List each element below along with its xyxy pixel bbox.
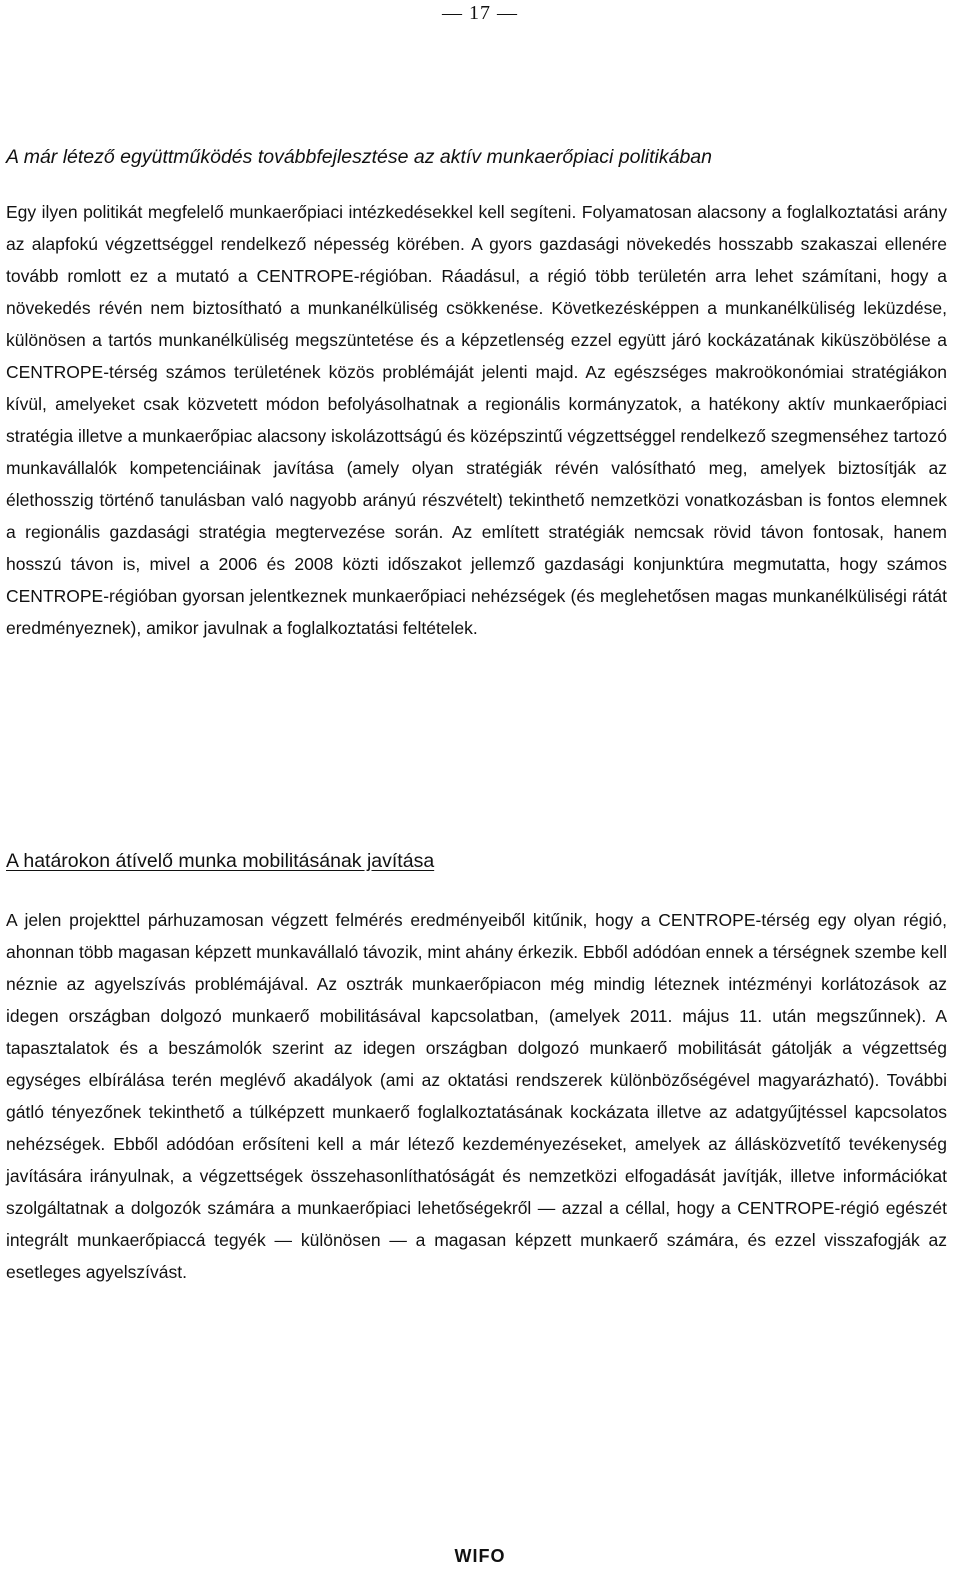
paragraph-active-labour-market-policy: Egy ilyen politikát megfelelő munkaerőpiaci intézkedésekkel kell segíteni. Folyamatosan alacsony a foglalkoztatási arány az alapfokú végzettséggel rendelkező népesség körében. A gyors gazdasági növekedés hosszabb szakaszai ellenére tovább romlott ez a mutató a CENTROPE-régióban. Ráadásul, a régió több területén arra lehet számítani, hogy a növekedés révén nem biztosítható a munkanélküliség csökkenése. Következésképpen a munkanélküliség leküzdése, különösen a tartós munkanélküliség megszüntetése és a képzetlenség ezzel együtt járó kockázatának kiküszöbölése a CENTROPE-térség számos területének közös problémáját jelenti majd. Az egészséges makroökonómiai stratégiákon kívül, amelyeket csak közvetett módon befolyásolhatnak a regionális kormányzatok, a hatékony aktív munkaerőpiaci stratégia illetve a munkaerőpiac alacsony iskolázottságú és középszintű végzettséggel rendelkező szegmenséhez tartozó munkavállalók kompetenciáinak javítása (amely olyan stratégiák révén valósítható meg, amelyek biztosítják az élethosszig történő tanulásban való nagyobb arányú részvételt) tekinthető nemzetközi vonatkozásban is fontos elemnek a regionális gazdasági stratégia megtervezése során. Az említett stratégiák nemcsak rövid távon fontosak, hanem hosszú távon is, mivel a 2006 és 2008 közti időszakot jellemző gazdasági konjunktúra megmutatta, hogy számos CENTROPE-régióban gyorsan jelentkeznek munkaerőpiaci nehézségek (és meglehetősen magas munkanélküliségi rátát eredményeznek), amikor javulnak a foglalkoztatási feltételek.: [6, 202, 947, 638]
wifo-logo: WIFO: [454, 1546, 506, 1566]
page-number: — 17 —: [442, 2, 518, 24]
section-heading-active-labour-market-policy: A már létező együttműködés továbbfejlesztése az aktív munkaerőpiaci politikában: [6, 146, 712, 168]
paragraph-cross-border-mobility: A jelen projekttel párhuzamosan végzett felmérés eredményeiből kitűnik, hogy a CENTROPE-térség egy olyan régió, ahonnan több magasan képzett munkavállaló távozik, mint ahány érkezik. Ebből adódóan ennek a térségnek szembe kell néznie az agyelszívás problémájával. Az osztrák munkaerőpiacon még mindig léteznek intézményi korlátozások az idegen országban dolgozó munkaerő mobilitásával kapcsolatban, (amelyek 2011. május 11. után megszűnnek). A tapasztalatok és a beszámolók szerint az idegen országban dolgozó munkaerő mobilitását gátolják a végzettség egységes elbírálása terén meglévő akadályok (ami az oktatási rendszerek különbözőségével magyarázható). További gátló tényezőnek tekinthető a túlképzett munkaerő foglalkoztatásának kockázata illetve az adatgyűjtéssel kapcsolatos nehézségek. Ebből adódóan erősíteni kell a már létező kezdeményezéseket, amelyek az állásközvetítő tevékenység javítására irányulnak, a végzettségek összehasonlíthatóságát és nemzetközi elfogadását javítják, illetve információkat szolgáltatnak a dolgozók számára a munkaerőpiaci lehetőségekről — azzal a céllal, hogy a CENTROPE-régió egészét integrált munkaerőpiaccá tegyék — különösen — a magasan képzett munkaerő számára, és ezzel visszafogják az esetleges agyelszívást.: [6, 910, 947, 1282]
section-heading-cross-border-mobility: A határokon átívelő munka mobilitásának javítása: [6, 850, 435, 872]
